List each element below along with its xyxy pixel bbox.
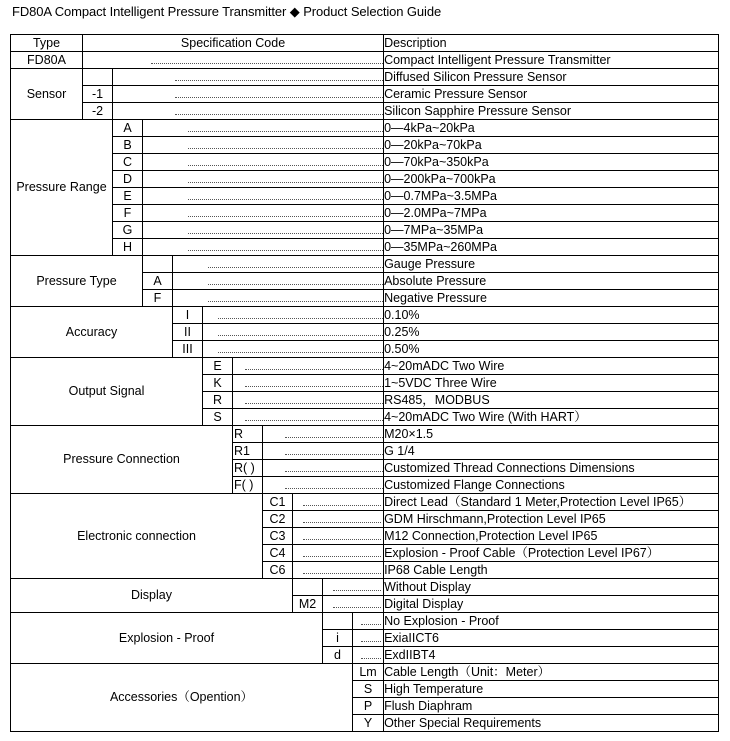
table-row	[11, 239, 719, 256]
dot-leader	[203, 307, 384, 324]
option-description: Ceramic Pressure Sensor	[384, 86, 719, 103]
option-code: I	[173, 307, 203, 324]
dot-leader	[113, 69, 384, 86]
option-code: C4	[263, 545, 293, 562]
option-code: -2	[83, 103, 113, 120]
option-description: 0.25%	[384, 324, 719, 341]
option-code: P	[353, 698, 384, 715]
dot-leader	[323, 579, 384, 596]
option-code	[323, 613, 353, 630]
option-code: R1	[233, 443, 263, 460]
table-row	[11, 188, 719, 205]
option-description: 0—2.0MPa~7MPa	[384, 205, 719, 222]
pressure-connection-label: Pressure Connection	[11, 426, 233, 494]
electronic-connection-label: Electronic connection	[11, 494, 263, 579]
dot-leader	[143, 171, 384, 188]
option-description: 0.10%	[384, 307, 719, 324]
option-code: C6	[263, 562, 293, 579]
base-type: FD80A	[11, 52, 83, 69]
option-description: ExiaIICT6	[384, 630, 719, 647]
option-description: Diffused Silicon Pressure Sensor	[384, 69, 719, 86]
option-description: GDM Hirschmann,Protection Level IP65	[384, 511, 719, 528]
table-row	[11, 664, 719, 681]
table-row	[11, 256, 719, 273]
option-code: III	[173, 341, 203, 358]
dot-leader	[203, 341, 384, 358]
dot-leader	[263, 443, 384, 460]
option-code: F	[113, 205, 143, 222]
table-row	[11, 426, 719, 443]
dot-leader	[143, 154, 384, 171]
option-code: II	[173, 324, 203, 341]
option-code: d	[323, 647, 353, 664]
table-row	[11, 579, 719, 596]
table-row	[11, 137, 719, 154]
option-description: 0.50%	[384, 341, 719, 358]
option-description: 0—20kPa~70kPa	[384, 137, 719, 154]
table-row	[11, 307, 719, 324]
dot-leader	[263, 426, 384, 443]
option-description: Explosion - Proof Cable（Protection Level IP67）	[384, 545, 719, 562]
dot-leader	[353, 647, 384, 664]
option-code: F	[143, 290, 173, 307]
dot-leader	[263, 460, 384, 477]
option-description: 4~20mADC Two Wire	[384, 358, 719, 375]
dot-leader	[293, 494, 384, 511]
display-label: Display	[11, 579, 293, 613]
option-code: R	[233, 426, 263, 443]
dot-leader	[83, 52, 384, 69]
option-code: C3	[263, 528, 293, 545]
option-description: 0—7MPa~35MPa	[384, 222, 719, 239]
option-description: M12 Connection,Protection Level IP65	[384, 528, 719, 545]
option-description: High Temperature	[384, 681, 719, 698]
option-description: 0—200kPa~700kPa	[384, 171, 719, 188]
option-code: A	[113, 120, 143, 137]
option-code: M2	[293, 596, 323, 613]
option-description: Customized Flange Connections	[384, 477, 719, 494]
option-code: F( )	[233, 477, 263, 494]
option-code: S	[353, 681, 384, 698]
table-row	[11, 154, 719, 171]
sensor-label: Sensor	[11, 69, 83, 120]
option-description: 0—70kPa~350kPa	[384, 154, 719, 171]
option-description: Direct Lead（Standard 1 Meter,Protection Level IP65）	[384, 494, 719, 511]
option-code: E	[203, 358, 233, 375]
table-row	[11, 613, 719, 630]
output-signal-label: Output Signal	[11, 358, 203, 426]
option-code: Lm	[353, 664, 384, 681]
dot-leader	[353, 613, 384, 630]
option-code: i	[323, 630, 353, 647]
option-code: B	[113, 137, 143, 154]
explosion-proof-label: Explosion - Proof	[11, 613, 323, 664]
table-row	[11, 103, 719, 120]
dot-leader	[293, 511, 384, 528]
option-description: 4~20mADC Two Wire (With HART）	[384, 409, 719, 426]
option-code: -1	[83, 86, 113, 103]
option-code: E	[113, 188, 143, 205]
pressure-range-label: Pressure Range	[11, 120, 113, 256]
table-row	[11, 222, 719, 239]
dot-leader	[143, 222, 384, 239]
option-code: C1	[263, 494, 293, 511]
option-description: 0—0.7MPa~3.5MPa	[384, 188, 719, 205]
dot-leader	[173, 256, 384, 273]
table-row	[11, 205, 719, 222]
accessories-label: Accessories（Opention）	[11, 664, 353, 732]
option-code: H	[113, 239, 143, 256]
dot-leader	[173, 273, 384, 290]
dot-leader	[143, 137, 384, 154]
option-description: 0—4kPa~20kPa	[384, 120, 719, 137]
header-spec-code: Specification Code	[83, 35, 384, 52]
option-description: Other Special Requirements	[384, 715, 719, 732]
dot-leader	[173, 290, 384, 307]
option-description: Negative Pressure	[384, 290, 719, 307]
table-row	[11, 69, 719, 86]
dot-leader	[113, 86, 384, 103]
option-code: G	[113, 222, 143, 239]
option-code: D	[113, 171, 143, 188]
option-description: ExdIIBT4	[384, 647, 719, 664]
option-description: Customized Thread Connections Dimensions	[384, 460, 719, 477]
table-row	[11, 358, 719, 375]
option-description: No Explosion - Proof	[384, 613, 719, 630]
option-code: R( )	[233, 460, 263, 477]
pressure-type-label: Pressure Type	[11, 256, 143, 307]
option-description: G 1/4	[384, 443, 719, 460]
accuracy-label: Accuracy	[11, 307, 173, 358]
dot-leader	[233, 375, 384, 392]
option-code	[143, 256, 173, 273]
dot-leader	[203, 324, 384, 341]
option-description: IP68 Cable Length	[384, 562, 719, 579]
dot-leader	[143, 188, 384, 205]
dot-leader	[143, 205, 384, 222]
header-type: Type	[11, 35, 83, 52]
dot-leader	[293, 545, 384, 562]
base-row	[11, 52, 719, 69]
dot-leader	[233, 409, 384, 426]
option-description: Without Display	[384, 579, 719, 596]
option-code: A	[143, 273, 173, 290]
option-code: R	[203, 392, 233, 409]
table-row	[11, 86, 719, 103]
header-description: Description	[384, 35, 719, 52]
header-row	[11, 35, 719, 52]
option-code: C	[113, 154, 143, 171]
table-row	[11, 494, 719, 511]
dot-leader	[293, 562, 384, 579]
option-code	[293, 579, 323, 596]
option-description: 0—35MPa~260MPa	[384, 239, 719, 256]
option-description: Absolute Pressure	[384, 273, 719, 290]
dot-leader	[353, 630, 384, 647]
option-description: Gauge Pressure	[384, 256, 719, 273]
dot-leader	[143, 120, 384, 137]
base-description: Compact Intelligent Pressure Transmitter	[384, 52, 719, 69]
option-description: RS485，MODBUS	[384, 392, 719, 409]
option-code: Y	[353, 715, 384, 732]
page-title: FD80A Compact Intelligent Pressure Transmitter ◆ Product Selection Guide	[12, 4, 442, 19]
option-code: S	[203, 409, 233, 426]
option-code: K	[203, 375, 233, 392]
option-code: C2	[263, 511, 293, 528]
dot-leader	[143, 239, 384, 256]
option-description: Digital Display	[384, 596, 719, 613]
option-description: Flush Diaphram	[384, 698, 719, 715]
option-description: 1~5VDC Three Wire	[384, 375, 719, 392]
option-description: Silicon Sapphire Pressure Sensor	[384, 103, 719, 120]
dot-leader	[293, 528, 384, 545]
option-description: Cable Length（Unit：Meter）	[384, 664, 719, 681]
option-code	[83, 69, 113, 86]
dot-leader	[323, 596, 384, 613]
dot-leader	[263, 477, 384, 494]
selection-guide-table	[10, 34, 719, 732]
dot-leader	[233, 358, 384, 375]
table-row	[11, 120, 719, 137]
option-description: M20×1.5	[384, 426, 719, 443]
dot-leader	[233, 392, 384, 409]
dot-leader	[113, 103, 384, 120]
table-row	[11, 171, 719, 188]
